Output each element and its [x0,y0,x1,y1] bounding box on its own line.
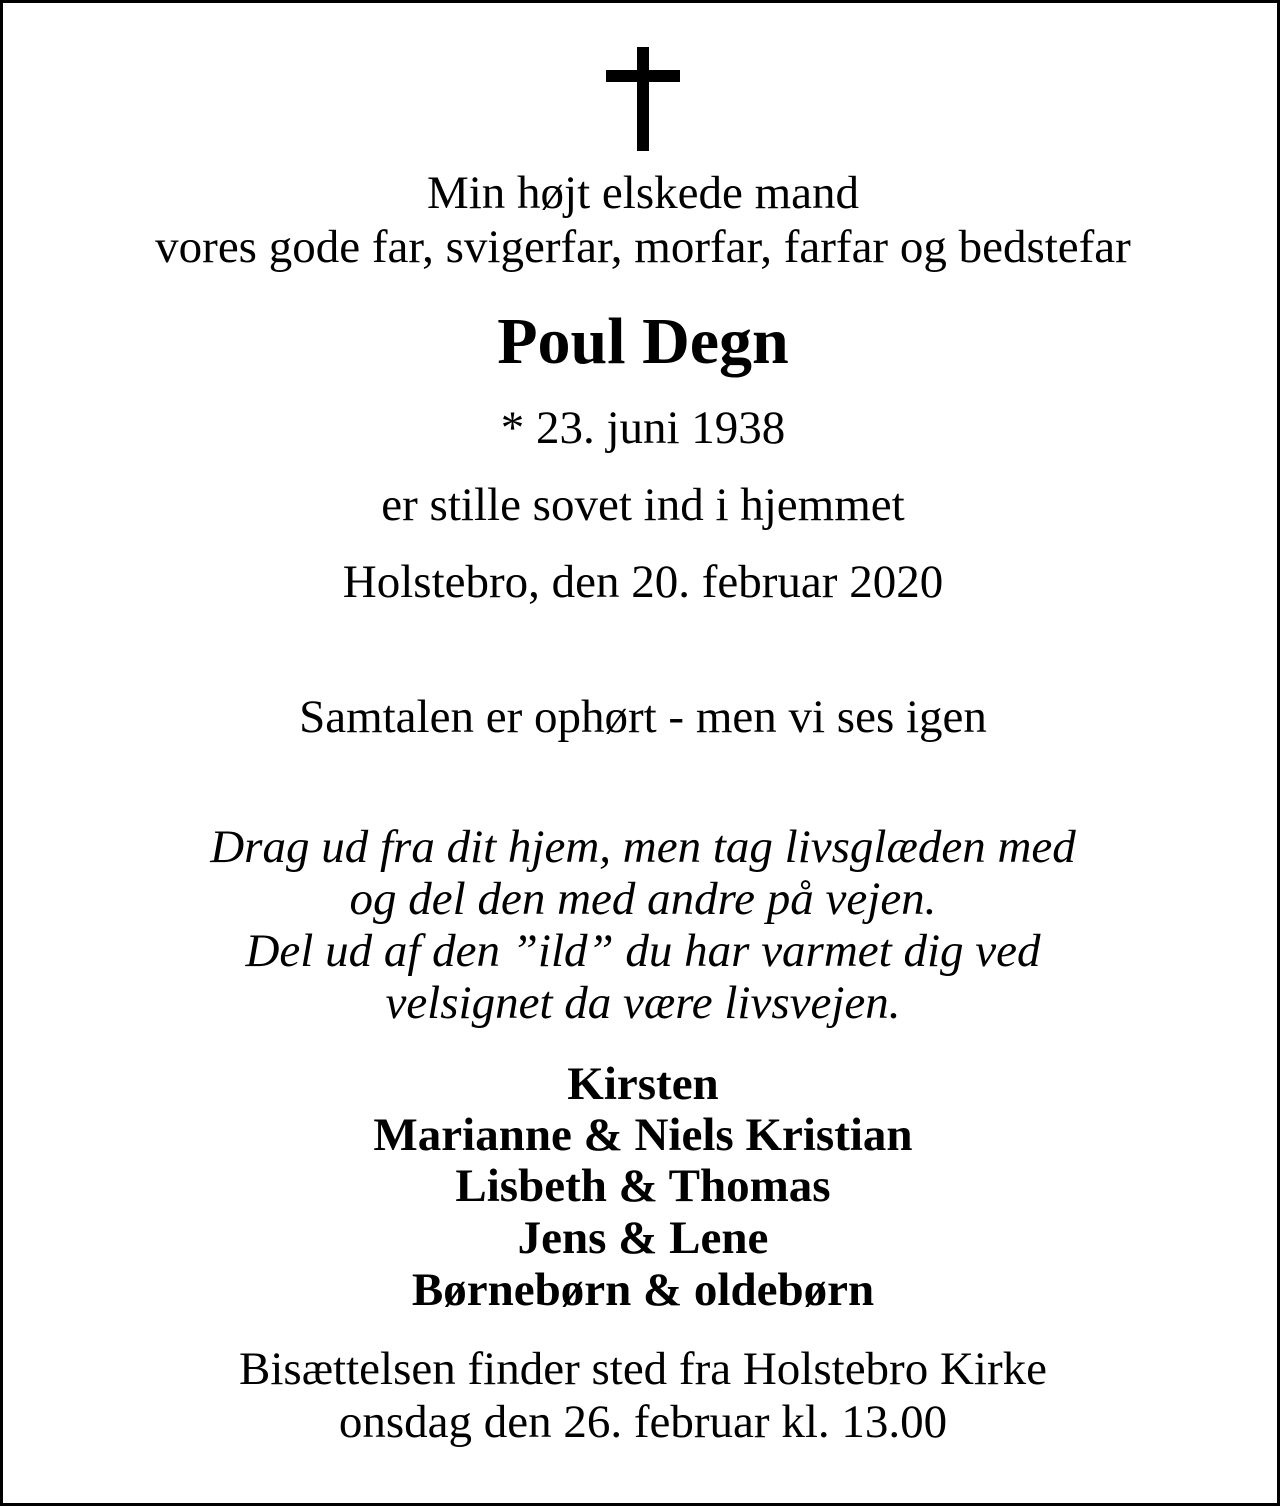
family-member-3: Lisbeth & Thomas [455,1160,831,1212]
intro-line-2: vores gode far, svigerfar, morfar, farfar og bedstefar [155,221,1131,273]
place-and-date: Holstebro, den 20. februar 2020 [342,556,944,608]
cross-vertical-bar [637,47,649,151]
family-member-2: Marianne & Niels Kristian [373,1109,913,1161]
family-member-1: Kirsten [567,1058,719,1110]
poem-line-4: velsignet da være livsvejen. [385,977,901,1029]
funeral-line-1: Bisættelsen finder sted fra Holstebro Kirke [239,1343,1047,1395]
poem-line-3: Del ud af den ”ild” du har varmet dig ved [245,925,1041,977]
family-member-5: Børnebørn & oldebørn [411,1264,875,1316]
family-member-4: Jens & Lene [517,1212,769,1264]
quote-line: Samtalen er ophørt - men vi ses igen [299,691,987,743]
cross-icon [606,47,680,151]
birth-date: * 23. juni 1938 [500,402,786,454]
funeral-line-2: onsdag den 26. februar kl. 13.00 [338,1396,948,1448]
poem-line-1: Drag ud fra dit hjem, men tag livsglæden med [210,821,1076,873]
passing-statement: er stille sovet ind i hjemmet [381,479,905,531]
intro-line-1: Min højt elskede mand [426,167,860,219]
deceased-name: Poul Degn [497,305,789,378]
cross-horizontal-bar [606,70,680,82]
poem-line-2: og del den med andre på vejen. [349,873,937,925]
